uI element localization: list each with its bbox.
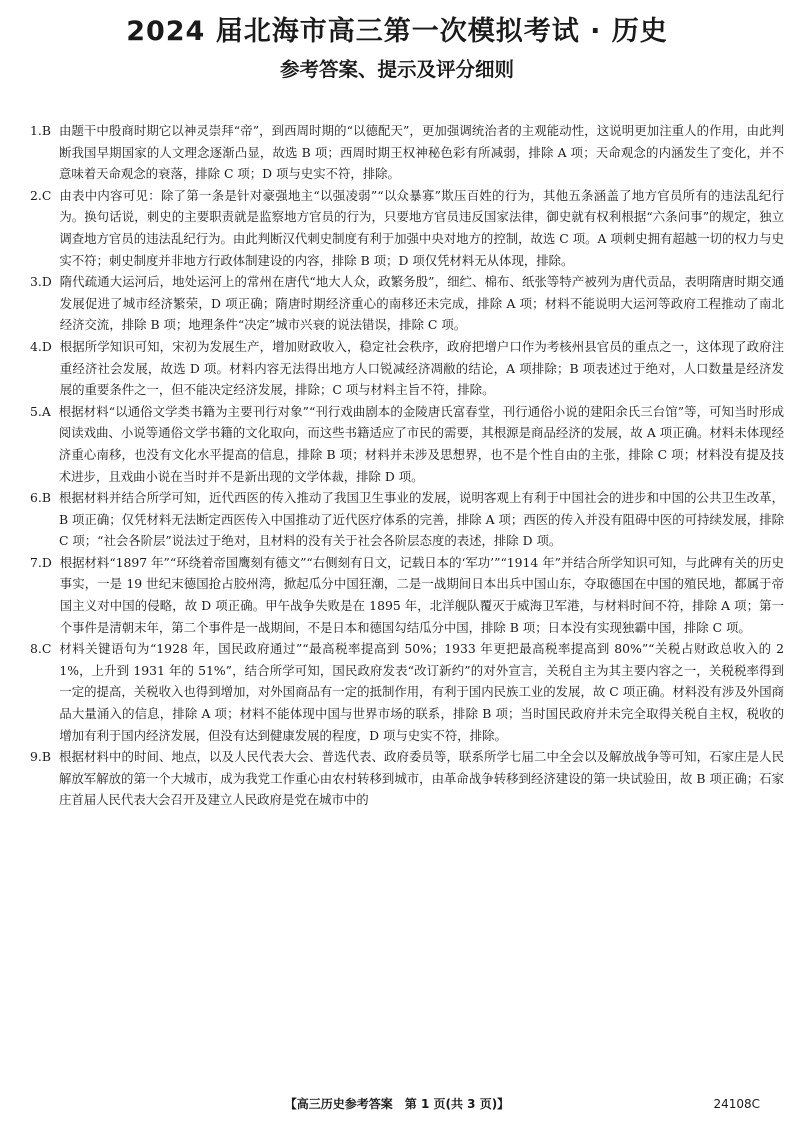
answer-number: 4.D (30, 338, 52, 354)
answer-number: 7.D (30, 554, 52, 570)
answer-number: 8.C (30, 641, 52, 657)
document-subtitle: 参考答案、提示及评分细则 (279, 58, 514, 81)
answer-item-4 (30, 336, 784, 401)
answer-explanation: 根据材料“以通俗文学类书籍为主要刊行对象”“刊行戏曲剧本的金陵唐氏富春堂，刊行通俗小说的建阳余氏三台馆”等，可知当时形成阅读戏曲、小说等通俗文学书籍的文化取向，而这些书籍适应了市民的需要，其根源是商品经济的发展，故 A 项正确。材料未体现经济重心南移，也没有文化水平提高的信息，排除 B 项；材料并未涉及思想界，也不是个性自由的主张，排除 C 项；材料没有提及技术进步，且戏曲小说在当时并不是新出现的文学体裁，排除 D 项。 (58, 403, 784, 484)
answer-number: 1.B (30, 123, 51, 138)
answer-item-7 (30, 552, 784, 638)
answer-number: 9.B (30, 749, 51, 765)
answer-number: 3.D (30, 274, 52, 290)
answer-number: 5.A (30, 403, 51, 419)
footer-code: 24108C (713, 1097, 760, 1111)
answer-number: 6.B (30, 490, 51, 506)
answer-number: 2.C (30, 187, 52, 203)
answer-item-3 (30, 271, 784, 336)
answer-explanation: 材料关键语句为“1928 年，国民政府通过”“最高税率提高到 50%；1933 年更把最高税率提高到 80%”“关税占财政总收入的 21%，上升到 1931 年的 51%”，结合所学可知，国民政府发表“改订新约”的对外宣言，关税自主为其主要内容之一，关税税率得到一定的提高，关税收入也得到增加，对外国商品有一定的抵制作用，有利于国内民族工业的发展，故 C 项正确。材料没有涉及外国商品大量涌入的信息，排除 A 项；材料不能体现中国与世界市场的联系，排除 B 项；当时国民政府并未完全取得关税自主权，税收的增加有利于国内经济发展，但没有达到健康发展的程度，D 项与史实不符，排除。 (59, 641, 784, 743)
answer-item-9 (30, 746, 784, 811)
answer-explanation: 隋代疏通大运河后，地处运河上的常州在唐代“地大人众，政繁务殷”，细纻、棉布、纸张等特产被列为唐代贡品，表明隋唐时期交通发展促进了城市经济繁荣，D 项正确；隋唐时期经济重心的南移还未完成，排除 A 项；材料不能说明大运河等政府工程推动了南北经济交流，排除 B 项；地理条件“决定”城市兴衰的说法错误，排除 C 项。 (59, 274, 784, 333)
answer-explanation: 根据材料“1897 年”“环绕着帝国鹰刻有德文”“右侧刻有日文，记载日本的‘军功’”“1914 年”并结合所学知识可知，与此碑有关的历史事实，一是 19 世纪末德国抢占胶州湾，掀起瓜分中国狂潮，二是一战期间日本出兵中国山东，夺取德国在中国的殖民地，都属于帝国主义对中国的侵略，故 D 项正确。甲午战争失败是在 1895 年，北洋舰队覆灭于威海卫军港，与材料时间不符，排除 A 项；第一个事件是清朝末年，第二个事件是一战期间，不是日本和德国勾结瓜分中国，排除 B 项；日本没有实现独霸中国，排除 C 项。 (59, 554, 785, 635)
answer-explanation: 由题干中殷商时期它以神灵崇拜“帝”，到西周时期的“以德配天”，更加强调统治者的主观能动性，这说明更加注重人的作用，由此判断我国早期国家的人文理念逐渐凸显，故选 B 项；西周时期王权神秘色彩有所减弱，排除 A 项；天命观念的内涵发生了变化，并不意味着天命观念的衰落，排除 C 项；D 项与史实不符，排除。 (58, 123, 784, 182)
page-footer (0, 1094, 794, 1114)
answer-item-1 (30, 120, 784, 185)
answer-explanation: 根据材料并结合所学可知，近代西医的传入推动了我国卫生事业的发展，说明客观上有利于中国社会的进步和中国的公共卫生改革，B 项正确；仅凭材料无法断定西医传入中国推动了近代医疗体系的完善，排除 A 项；西医的传入并没有阻碍中医的可持续发展，排除 C 项；“社会各阶层”说法过于绝对，且材料的没有关于社会各阶层态度的表述，排除 D 项。 (58, 490, 784, 549)
answer-list (30, 120, 784, 811)
footer-page-info: 【高三历史参考答案 第 1 页(共 3 页)】 (284, 1097, 510, 1111)
answer-item-8 (30, 638, 784, 746)
answer-item-2 (30, 185, 784, 271)
answer-explanation: 由表中内容可见：除了第一条是针对豪强地主“以强凌弱”“以众暴寡”欺压百姓的行为，其他五条涵盖了地方官员所有的违法乱纪行为。换句话说，刺史的主要职责就是监察地方官员的行为，只要地方官员违反国家法律，御史就有权利根据“六条问事”的规定，独立调查地方官员的违法乱纪行为。由此判断汉代刺史制度有利于加强中央对地方的控制，故选 C 项。A 项刺史拥有超越一切的权力与史实不符；刺史制度并非地方行政体制建设的内容，排除 B 项；D 项仅凭材料无从体现，排除。 (59, 187, 784, 268)
answer-explanation: 根据材料中的时间、地点，以及人民代表大会、普选代表、政府委员等，联系所学七届二中全会以及解放战争等可知，石家庄是人民解放军解放的第一个大城市，成为我党工作重心由农村转移到城市，由革命战争转移到经济建设的第一块试验田，故 B 项正确；石家庄首届人民代表大会召开及建立人民政府是党在城市中的 (58, 749, 784, 808)
answer-item-5 (30, 401, 784, 487)
document-title: 2024 届北海市高三第一次模拟考试 · 历史 (126, 16, 668, 47)
answer-item-6 (30, 487, 784, 552)
answer-explanation: 根据所学知识可知，宋初为发展生产，增加财政收入，稳定社会秩序，政府把增户口作为考核州县官员的重点之一，这体现了政府注重经济社会发展，故选 D 项。材料内容无法得出地方人口锐减经济凋敝的结论，A 项排除；B 项表述过于绝对，人口数量是经济发展的重要条件之一，但不能决定经济发展，排除；C 项与材料主旨不符，排除。 (59, 338, 784, 398)
